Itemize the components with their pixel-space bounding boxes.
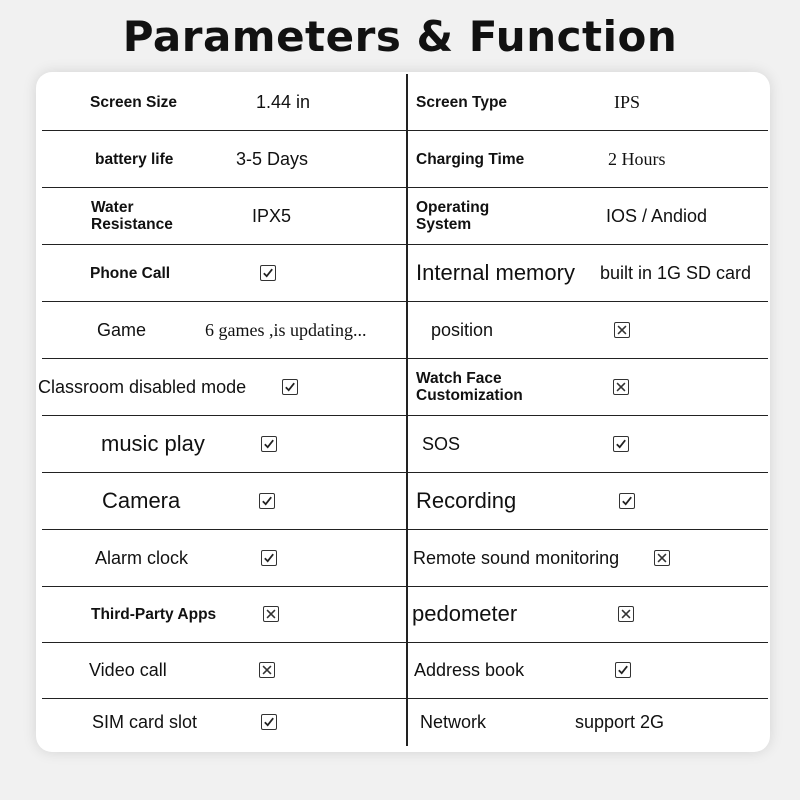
spec-label: Recording (416, 488, 517, 513)
spec-value: 3-5 Days (236, 148, 309, 169)
checkbox-box (614, 322, 630, 338)
checkbox-checked-icon (261, 530, 277, 586)
spec-label: music play (101, 431, 205, 456)
table-row (42, 74, 768, 131)
checkbox-checked-icon (619, 473, 635, 529)
checkbox-checked-icon (261, 416, 277, 472)
checkbox-checked-icon (260, 245, 276, 301)
table-row (42, 530, 768, 587)
checkbox-box (260, 265, 276, 281)
spec-label: Remote sound monitoring (413, 547, 620, 568)
checkbox-box (263, 606, 279, 622)
table-row (42, 473, 768, 530)
spec-label: Water Resistance (91, 199, 173, 233)
checkbox-box (615, 662, 631, 678)
spec-label: Internal memory (416, 260, 575, 285)
spec-label: Game (97, 319, 147, 340)
table-row (42, 188, 768, 245)
spec-label: Screen Type (416, 93, 508, 111)
spec-label: Network (420, 711, 487, 732)
table-row (42, 245, 768, 302)
checkbox-checked-icon (259, 473, 275, 529)
spec-label: Operating System (416, 199, 490, 233)
checkbox-box (613, 436, 629, 452)
spec-label: Alarm clock (95, 547, 189, 568)
checkbox-box (259, 662, 275, 678)
spec-label: SIM card slot (92, 711, 198, 732)
spec-value: built in 1G SD card (600, 262, 752, 283)
spec-value: support 2G (575, 711, 665, 732)
checkbox-box (613, 379, 629, 395)
checkbox-cross-icon (613, 359, 629, 415)
spec-value: 2 Hours (608, 148, 666, 169)
checkbox-checked-icon (282, 359, 298, 415)
checkbox-cross-icon (654, 530, 670, 586)
spec-value: IPX5 (252, 205, 292, 226)
table-row (42, 416, 768, 473)
checkbox-box (261, 550, 277, 566)
spec-label: position (431, 319, 494, 340)
spec-label: Address book (414, 659, 525, 680)
spec-value: IOS / Andiod (606, 205, 708, 226)
spec-label: Screen Size (90, 93, 178, 111)
spec-label: Watch Face Customization (416, 370, 523, 404)
spec-label: Phone Call (90, 264, 171, 282)
table-row (42, 642, 768, 699)
spec-label: Third-Party Apps (91, 605, 217, 623)
spec-label: Charging Time (416, 150, 525, 168)
spec-value: 1.44 in (256, 91, 311, 112)
checkbox-box (619, 493, 635, 509)
checkbox-cross-icon (618, 586, 634, 642)
checkbox-cross-icon (259, 642, 275, 698)
spec-value: 6 games ,is updating... (205, 319, 367, 340)
table-row (38, 359, 768, 416)
checkbox-checked-icon (613, 416, 629, 472)
checkbox-cross-icon (263, 586, 279, 642)
page-title: Parameters & Function (122, 12, 678, 61)
spec-label: battery life (95, 150, 174, 168)
table-row (42, 302, 768, 359)
checkbox-cross-icon (614, 302, 630, 358)
table-row (42, 694, 768, 750)
spec-label: Camera (102, 488, 181, 513)
spec-label: SOS (422, 433, 461, 454)
spec-label: Classroom disabled mode (38, 376, 247, 397)
checkbox-box (261, 436, 277, 452)
spec-value: IPS (614, 91, 641, 112)
checkbox-box (654, 550, 670, 566)
checkbox-box (259, 493, 275, 509)
checkbox-checked-icon (615, 642, 631, 698)
spec-label: pedometer (412, 601, 518, 626)
table-row (42, 586, 768, 643)
spec-label: Video call (89, 659, 167, 680)
checkbox-checked-icon (261, 694, 277, 750)
checkbox-box (618, 606, 634, 622)
table-row (42, 131, 768, 188)
checkbox-box (261, 714, 277, 730)
checkbox-box (282, 379, 298, 395)
